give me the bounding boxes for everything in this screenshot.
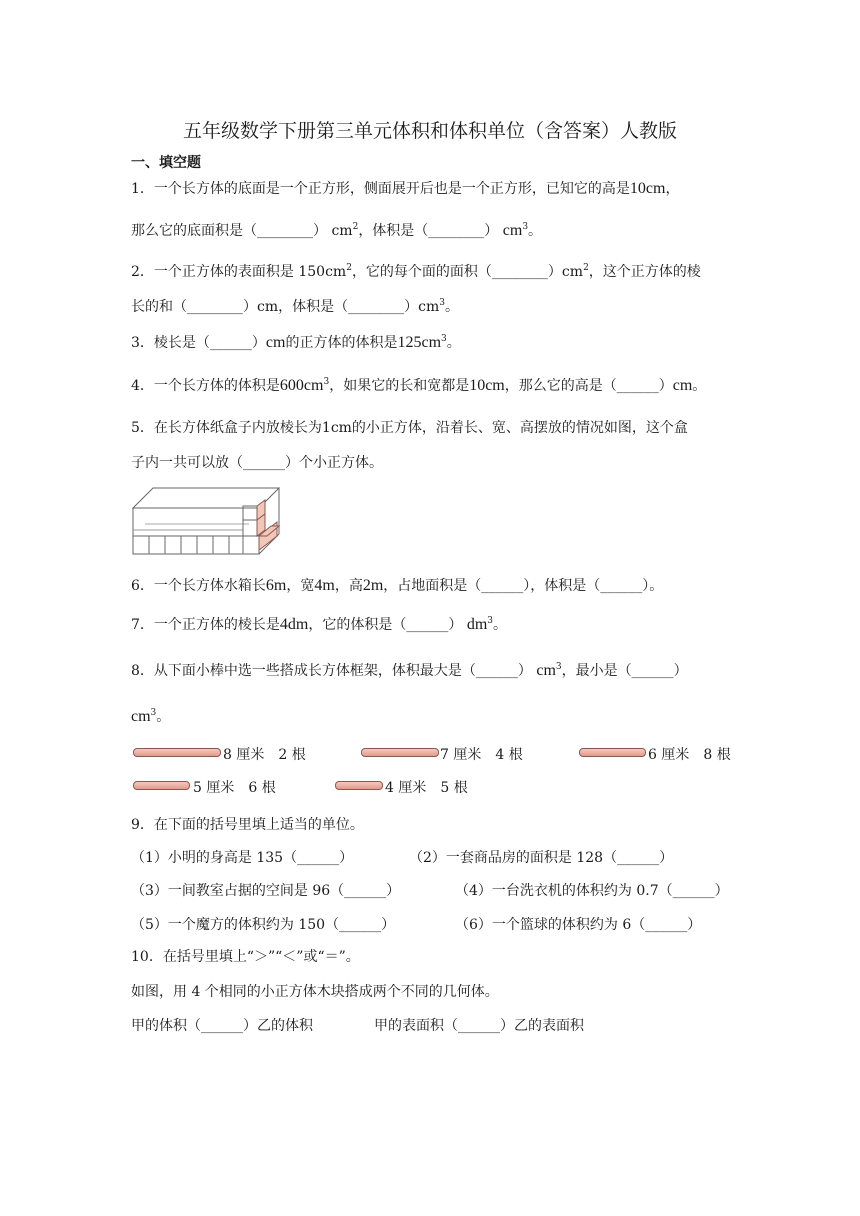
question-10-compare-volume: 甲的体积（______）乙的体积: [131, 1018, 313, 1034]
question-9-item-4: （4）一台洗衣机的体积约为 0.7（______）: [455, 883, 729, 899]
question-1-line-2: 那么它的底面积是（________） $cm^2$，体积是（________） $cm^3$。: [131, 222, 543, 239]
question-9-item-5: （5）一个魔方的体积约为 150（______）: [131, 917, 396, 933]
question-9-item-3: （3）一间教室占据的空间是 96（______）: [131, 883, 401, 899]
question-10-line-2: 如图，用 4 个相同的小正方体木块搭成两个不同的几何体。: [131, 984, 499, 1000]
stick-label-6cm: 6 厘米 8 根: [648, 747, 731, 763]
question-6: 6．一个长方体水箱长6m，宽4m，高2m，占地面积是（______），体积是（______）。: [131, 577, 664, 594]
question-1-line-1: 1．一个长方体的底面是一个正方形，侧面展开后也是一个正方形，已知它的高是10cm，: [131, 180, 680, 197]
question-4: 4．一个长方体的体积是$600cm^3$，如果它的长和宽都是10cm，那么它的高是（______）cm。: [131, 377, 707, 394]
stick-7cm: [361, 748, 439, 757]
question-2-line-2: 长的和（________）cm，体积是$(\_\_\_\_\_\_\_\_)cm^3$。: [131, 298, 459, 315]
question-10-compare-surface: 甲的表面积（______）乙的表面积: [374, 1018, 584, 1034]
box-with-cubes-figure: [131, 484, 281, 556]
stick-6cm: [579, 748, 646, 757]
stick-4cm: [335, 781, 383, 790]
stick-8cm: [133, 748, 221, 757]
question-7: 7．一个正方体的棱长是4dm，它的体积是（______） $dm^3$。: [131, 616, 508, 633]
question-5-line-1: 5．在长方体纸盒子内放棱长为1cm的小正方体，沿着长、宽、高摆放的情况如图，这个盒: [131, 420, 688, 436]
question-5-line-2: 子内一共可以放（______）个小正方体。: [131, 455, 383, 471]
question-10-title: 10．在括号里填上“＞”“＜”或“＝”。: [131, 949, 360, 965]
question-9-item-1: （1）小明的身高是 135（______）: [131, 850, 354, 866]
question-8-line-1: 8．从下面小棒中选一些搭成长方体框架，体积最大是（______） $cm^3$，最小是（______）: [131, 662, 688, 679]
question-9-item-2: （2）一套商品房的面积是 128（______）: [409, 850, 674, 866]
question-8-line-2: $cm^3$。: [131, 708, 171, 725]
stick-label-4cm: 4 厘米 5 根: [385, 780, 468, 796]
question-3: 3．棱长是（______）cm的正方体的体积是$125cm^3$。: [131, 334, 461, 351]
stick-label-7cm: 7 厘米 4 根: [440, 747, 523, 763]
stick-label-5cm: 5 厘米 6 根: [193, 780, 276, 796]
stick-label-8cm: 8 厘米 2 根: [223, 747, 306, 763]
question-2-line-1: 2．一个正方体的表面积是 $150cm^2$，它的每个面的面积$(\_\_\_\_\_\_\_\_)cm^2$，这个正方体的棱: [131, 263, 701, 280]
section-heading-fill-blank: 一、填空题: [131, 155, 201, 171]
question-9-item-6: （6）一个篮球的体积约为 6（______）: [455, 917, 702, 933]
question-9-title: 9．在下面的括号里填上适当的单位。: [131, 817, 364, 833]
page-title: 五年级数学下册第三单元体积和体积单位（含答案）人教版: [182, 120, 677, 142]
stick-5cm: [133, 781, 190, 790]
